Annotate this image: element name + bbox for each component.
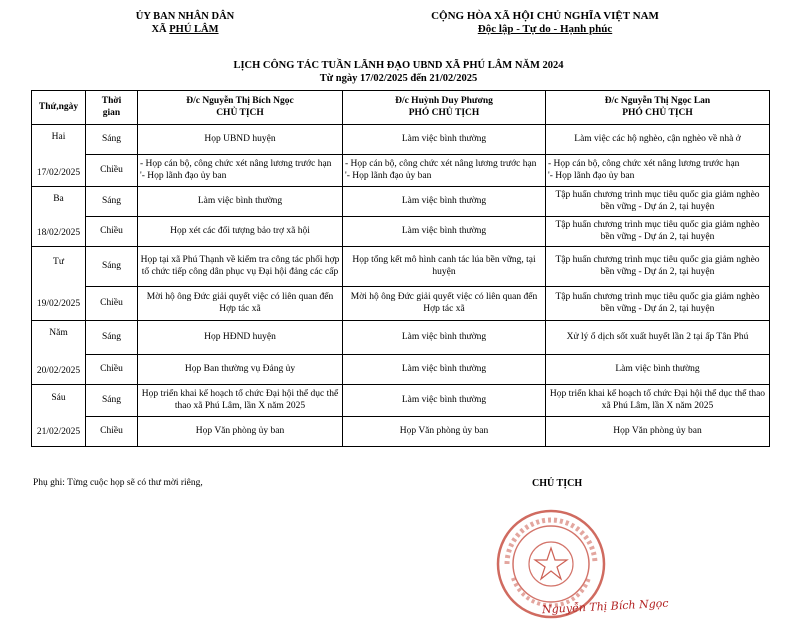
cell-leader3: Họp triển khai kế hoạch tổ chức Đại hội thể dục thể thao xã Phú Lâm, lần X năm 2025 <box>546 385 770 417</box>
session-time: Chiều <box>86 417 138 447</box>
org-line1: ỦY BAN NHÂN DÂN <box>135 11 235 22</box>
table-row <box>32 155 770 187</box>
cell-leader2: Họp tổng kết mô hình canh tác lúa bền vững, tại huyện <box>343 247 546 287</box>
session-time: Sáng <box>86 321 138 355</box>
session-time: Chiều <box>86 217 138 247</box>
header-leader2: Đ/c Huỳnh Duy Phương PHÓ CHỦ TỊCH <box>343 91 546 125</box>
cell-leader2: Làm việc bình thường <box>343 187 546 217</box>
table-row <box>32 385 770 417</box>
cell-leader2: Họp Văn phòng ủy ban <box>343 417 546 447</box>
header-leader3: Đ/c Nguyễn Thị Ngọc Lan PHÓ CHỦ TỊCH <box>546 91 770 125</box>
cell-leader2: Làm việc bình thường <box>343 385 546 417</box>
header-time: Thời gian <box>86 91 138 125</box>
session-time: Chiều <box>86 355 138 385</box>
cell-leader2: Mời hộ ông Đức giải quyết việc có liên quan đến Hợp tác xã <box>343 287 546 321</box>
weekday: Năm <box>49 327 68 338</box>
cell-leader3: Tập huấn chương trình mục tiêu quốc gia giảm nghèo bền vững - Dự án 2, tại huyện <box>546 247 770 287</box>
document-title: LỊCH CÔNG TÁC TUẦN LÃNH ĐẠO UBND XÃ PHÚ LÂM NĂM 2024 <box>233 60 564 71</box>
session-time: Sáng <box>86 385 138 417</box>
cell-leader3: Tập huấn chương trình mục tiêu quốc gia giảm nghèo bền vững - Dự án 2, tại huyện <box>546 217 770 247</box>
header-day: Thứ,ngày <box>32 91 86 125</box>
date-range: Từ ngày 17/02/2025 đến 21/02/2025 <box>319 73 478 84</box>
cell-leader1: Làm việc bình thường <box>138 187 343 217</box>
cell-leader2: Làm việc bình thường <box>343 125 546 155</box>
date: 18/02/2025 <box>36 228 81 238</box>
cell-leader3: Tập huấn chương trình mục tiêu quốc gia giảm nghèo bền vững - Dự án 2, tại huyện <box>546 287 770 321</box>
cell-leader3: Làm việc các hộ nghèo, cận nghèo về nhà ở <box>546 125 770 155</box>
cell-leader2: Làm việc bình thường <box>343 217 546 247</box>
cell-leader3: Họp Văn phòng ủy ban <box>546 417 770 447</box>
org-prefix: XÃ <box>151 24 170 35</box>
table-row <box>32 321 770 355</box>
cell-leader3: - Họp cán bộ, công chức xét nâng lương trước hạn '- Họp lãnh đạo ủy ban <box>546 155 770 187</box>
table-row <box>32 417 770 447</box>
day-cell <box>32 247 86 321</box>
cell-leader1: Mời hộ ông Đức giải quyết việc có liên quan đến Hợp tác xã <box>138 287 343 321</box>
day-cell <box>32 385 86 447</box>
cell-leader2: Làm việc bình thường <box>343 355 546 385</box>
day-cell <box>32 187 86 247</box>
table-row <box>32 247 770 287</box>
date: 21/02/2025 <box>36 427 81 437</box>
date: 19/02/2025 <box>36 299 81 309</box>
day-cell <box>32 125 86 187</box>
header-leader1: Đ/c Nguyễn Thị Bích Ngọc CHỦ TỊCH <box>138 91 343 125</box>
date: 17/02/2025 <box>36 168 81 178</box>
weekday: Tư <box>53 256 64 267</box>
cell-leader1: Họp HĐND huyện <box>138 321 343 355</box>
organization-header <box>120 10 250 36</box>
session-time: Chiều <box>86 155 138 187</box>
motto: Độc lập - Tự do - Hạnh phúc <box>477 23 613 35</box>
table-row <box>32 187 770 217</box>
weekday: Hai <box>51 131 66 142</box>
weekday: Ba <box>53 193 64 204</box>
cell-leader3: Xử lý ổ dịch sốt xuất huyết lần 2 tại ấp Tân Phú <box>546 321 770 355</box>
session-time: Sáng <box>86 125 138 155</box>
cell-leader3: Tập huấn chương trình mục tiêu quốc gia giảm nghèo bền vững - Dự án 2, tại huyện <box>546 187 770 217</box>
footnote: Phụ ghi: Từng cuộc họp sẽ có thư mời riêng, <box>33 478 203 488</box>
cell-leader3: Làm việc bình thường <box>546 355 770 385</box>
cell-leader1: - Họp cán bộ, công chức xét nâng lương trước hạn '- Họp lãnh đạo ủy ban <box>138 155 343 187</box>
date: 20/02/2025 <box>36 366 81 376</box>
cell-leader1: Họp tại xã Phú Thạnh về kiểm tra công tác phối hợp tổ chức tiếp công dân phục vụ Đại hội đảng các cấp <box>138 247 343 287</box>
signer-title: CHỦ TỊCH <box>532 478 583 489</box>
cell-leader1: Họp UBND huyện <box>138 125 343 155</box>
table-row <box>32 125 770 155</box>
cell-leader1: Họp Ban thường vụ Đảng ủy <box>138 355 343 385</box>
table-row <box>32 217 770 247</box>
table-row <box>32 287 770 321</box>
weekday: Sáu <box>51 392 66 403</box>
org-line2 <box>120 23 250 36</box>
org-name: PHÚ LÂM <box>169 24 219 35</box>
signature: Nguyễn Thị Bích Ngọc <box>541 596 669 617</box>
nation-title: CỘNG HÒA XÃ HỘI CHỦ NGHĨA VIỆT NAM <box>431 10 659 22</box>
schedule-table <box>31 90 770 447</box>
session-time: Chiều <box>86 287 138 321</box>
cell-leader1: Họp Văn phòng ủy ban <box>138 417 343 447</box>
session-time: Sáng <box>86 187 138 217</box>
table-header-row <box>32 91 770 125</box>
cell-leader2: - Họp cán bộ, công chức xét nâng lương trước hạn '- Họp lãnh đạo ủy ban <box>343 155 546 187</box>
cell-leader2: Làm việc bình thường <box>343 321 546 355</box>
cell-leader1: Họp xét các đối tượng bảo trợ xã hội <box>138 217 343 247</box>
table-row <box>32 355 770 385</box>
session-time: Sáng <box>86 247 138 287</box>
day-cell <box>32 321 86 385</box>
national-header <box>415 10 675 36</box>
cell-leader1: Họp triển khai kế hoạch tổ chức Đại hội thể dục thể thao xã Phú Lâm, lần X năm 2025 <box>138 385 343 417</box>
